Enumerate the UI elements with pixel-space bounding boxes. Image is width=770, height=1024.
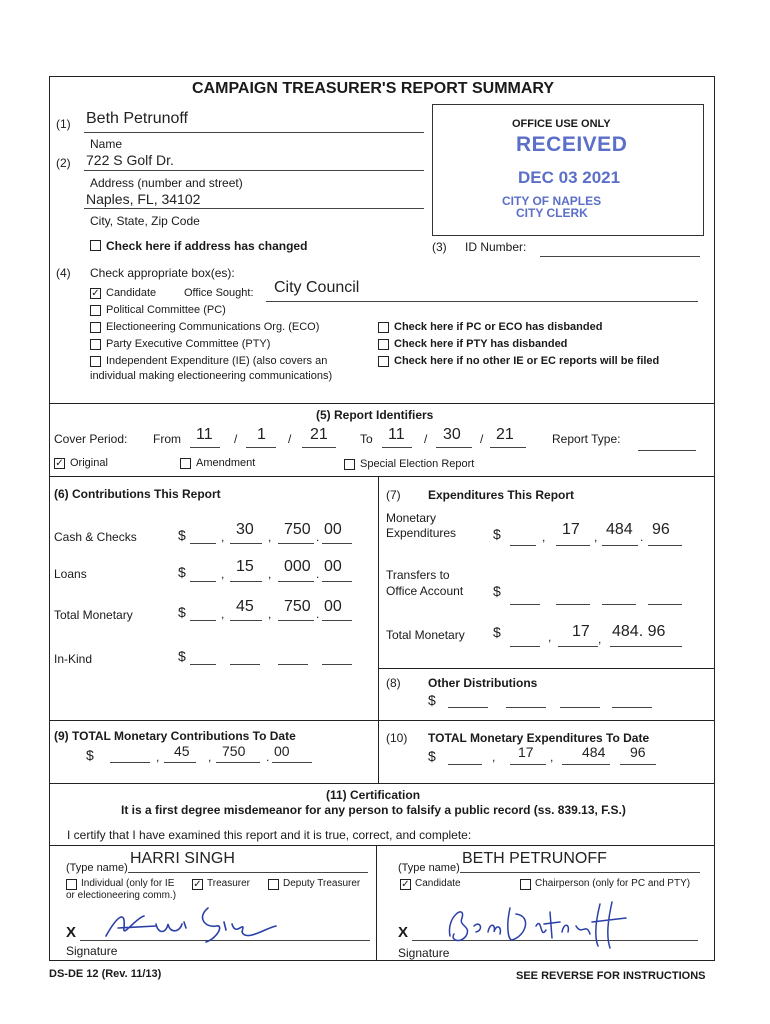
left-type-name-value[interactable]: HARRI SINGH	[130, 850, 235, 867]
section4-label: Check appropriate box(es):	[90, 266, 235, 280]
total-exp-dollar: $	[493, 624, 501, 640]
inkind-dollar: $	[178, 648, 186, 664]
address-line	[84, 170, 424, 171]
monetary-dollar: $	[493, 526, 501, 542]
to-label: To	[360, 432, 373, 446]
divider-section6	[49, 476, 715, 477]
loans-line-3	[278, 581, 314, 582]
total-contrib-line-2	[164, 762, 196, 763]
divider-section11	[49, 783, 715, 784]
total-line-4	[322, 620, 352, 621]
monetary-label-1: Monetary	[386, 511, 437, 525]
original-label: Original	[70, 457, 108, 469]
monetary-label-2: Expenditures	[386, 526, 457, 540]
report-type-field[interactable]	[638, 450, 696, 451]
total-contrib-line-1	[110, 762, 150, 763]
treasurer-label: Treasurer	[207, 878, 250, 889]
total-exp-todate-line-4	[620, 764, 656, 765]
divider-section8	[378, 668, 715, 669]
total-exp-todate-line-2	[510, 764, 546, 765]
candidate-checkbox[interactable]: ✓	[91, 288, 100, 299]
pc-label: Political Committee (PC)	[106, 304, 226, 316]
total-contrib-line-4	[272, 762, 312, 763]
candidate-sign-checkbox[interactable]: ✓	[401, 879, 410, 890]
individual-checkbox[interactable]	[66, 879, 77, 890]
deputy-treasurer-checkbox[interactable]	[268, 879, 279, 890]
deputy-treasurer-label: Deputy Treasurer	[283, 878, 361, 889]
inkind-field-1[interactable]	[190, 664, 216, 665]
total-contrib-comma-1: ,	[156, 750, 160, 764]
received-date-stamp: DEC 03 2021	[518, 168, 621, 187]
monetary-line-2	[556, 545, 590, 546]
cash-line-1	[190, 543, 216, 544]
transfers-dollar: $	[493, 583, 501, 599]
individual-label-1: Individual (only for IE	[81, 878, 175, 889]
disband-pty-checkbox[interactable]	[378, 339, 389, 350]
eco-checkbox[interactable]	[90, 322, 101, 333]
pc-checkbox[interactable]	[90, 305, 101, 316]
section10-title: TOTAL Monetary Expenditures To Date	[428, 731, 650, 745]
total-exp-todate-line-3	[562, 764, 610, 765]
total-dollar: $	[178, 604, 186, 620]
monetary-cents[interactable]: 96	[652, 521, 670, 538]
see-reverse: SEE REVERSE FOR INSTRUCTIONS	[516, 970, 706, 982]
divider-vertical-9-10	[378, 720, 379, 783]
amendment-label: Amendment	[196, 457, 256, 469]
form-title: CAMPAIGN TREASURER'S REPORT SUMMARY	[192, 80, 555, 97]
cash-checks-label: Cash & Checks	[54, 530, 137, 544]
transfers-label-2: Office Account	[386, 584, 464, 598]
from-label: From	[153, 432, 181, 446]
total-comma-1: ,	[221, 607, 225, 621]
address-changed-label: Check here if address has changed	[106, 239, 308, 253]
right-type-name-line	[460, 872, 700, 873]
monetary-comma-2: ,	[594, 530, 598, 544]
section7-title: Expenditures This Report	[428, 488, 575, 502]
to-day-line	[436, 447, 472, 448]
loans-dot: .	[316, 567, 320, 581]
divider-section5	[49, 403, 715, 404]
loans-comma-2: ,	[268, 567, 272, 581]
treasurer-checkbox[interactable]: ✓	[193, 879, 202, 890]
total-contrib-comma-2: ,	[208, 750, 212, 764]
cash-line-2	[230, 543, 262, 544]
disband-pty-label: Check here if PTY has disbanded	[394, 338, 568, 350]
eco-label: Electioneering Communications Org. (ECO)	[106, 321, 320, 333]
total-exp-todate-thousands[interactable]: 17	[518, 744, 534, 760]
name-label: Name	[90, 137, 123, 151]
total-exp-line-3	[610, 646, 682, 647]
cash-thousands[interactable]: 30	[236, 521, 254, 538]
pty-label: Party Executive Committee (PTY)	[106, 338, 271, 350]
transfers-field-4[interactable]	[648, 604, 682, 605]
transfers-field-2[interactable]	[556, 604, 590, 605]
total-contrib-line-3	[216, 762, 260, 763]
to-month-line	[382, 447, 412, 448]
from-month-line	[190, 447, 220, 448]
no-other-reports-checkbox[interactable]	[378, 356, 389, 367]
section4-number: (4)	[56, 266, 71, 280]
in-kind-label: In-Kind	[54, 652, 93, 666]
section2-number: (2)	[56, 156, 71, 170]
city-value[interactable]: Naples, FL, 34102	[86, 191, 201, 207]
transfers-label-1: Transfers to	[386, 568, 450, 582]
chairperson-checkbox[interactable]	[520, 879, 531, 890]
from-slash-1: /	[234, 432, 238, 446]
right-signature-label: Signature	[398, 946, 450, 960]
transfers-field-1[interactable]	[510, 604, 540, 605]
ie-label-line2: individual making electioneering communications)	[90, 370, 333, 382]
other-dist-field-2[interactable]	[506, 707, 546, 708]
cash-line-4	[322, 543, 352, 544]
misdemeanor-warning: It is a first degree misdemeanor for any person to falsify a public record (ss. 839.13, F.S.)	[121, 803, 626, 817]
certify-text: I certify that I have examined this report and it is true, correct, and complete:	[67, 828, 472, 842]
loans-label: Loans	[54, 567, 87, 581]
inkind-field-3[interactable]	[278, 664, 308, 665]
from-month[interactable]: 11	[196, 426, 213, 443]
monetary-hundreds[interactable]: 484	[606, 521, 633, 538]
total-cents[interactable]: 00	[324, 598, 342, 615]
total-line-3	[278, 620, 314, 621]
total-contrib-dollar: $	[86, 747, 94, 763]
inkind-field-2[interactable]	[230, 664, 260, 665]
other-dist-field-3[interactable]	[560, 707, 600, 708]
total-thousands[interactable]: 45	[236, 598, 254, 615]
loans-hundreds[interactable]: 000	[284, 558, 311, 575]
total-contrib-hundreds[interactable]: 750	[222, 743, 246, 759]
monetary-dot: .	[640, 530, 644, 544]
section11-title: (11) Certification	[326, 788, 421, 802]
total-hundreds[interactable]: 750	[284, 598, 311, 615]
to-month[interactable]: 11	[388, 426, 405, 443]
total-expenditures-label: Total Monetary	[386, 628, 465, 642]
section7-number: (7)	[386, 488, 401, 502]
city-label: City, State, Zip Code	[90, 214, 200, 228]
other-dist-dollar: $	[428, 692, 436, 708]
total-exp-thousands[interactable]: 17	[572, 623, 590, 640]
cover-period-label: Cover Period:	[54, 432, 128, 446]
cash-comma-2: ,	[268, 530, 272, 544]
divider-signature-top	[49, 845, 715, 846]
total-exp-line-2	[558, 646, 598, 647]
city-stamp-line1: CITY OF NAPLES	[502, 194, 602, 208]
total-exp-line-1	[510, 646, 540, 647]
from-year[interactable]: 21	[310, 426, 328, 443]
total-exp-comma-1: ,	[548, 630, 552, 644]
from-slash-2: /	[288, 432, 292, 446]
form-id: DS-DE 12 (Rev. 11/13)	[49, 968, 162, 980]
candidate-label: Candidate	[106, 287, 157, 299]
total-contrib-thousands[interactable]: 45	[174, 743, 190, 759]
total-monetary-label: Total Monetary	[54, 608, 133, 622]
monetary-line-1	[510, 545, 536, 546]
other-dist-field-1[interactable]	[448, 707, 488, 708]
pty-checkbox[interactable]	[90, 339, 101, 350]
amendment-checkbox[interactable]	[180, 458, 191, 469]
name-line	[84, 132, 424, 133]
left-type-name-line	[128, 872, 368, 873]
left-signature-x: X	[66, 924, 77, 941]
monetary-comma-1: ,	[542, 530, 546, 544]
loans-comma-1: ,	[221, 567, 225, 581]
total-dot: .	[316, 607, 320, 621]
to-slash-2: /	[480, 432, 484, 446]
chairperson-label: Chairperson (only for PC and PTY)	[535, 878, 691, 889]
candidate-signature	[436, 896, 636, 952]
special-election-checkbox[interactable]	[344, 459, 355, 470]
ie-checkbox[interactable]	[90, 356, 101, 367]
office-use-label: OFFICE USE ONLY	[512, 118, 611, 130]
inkind-field-4[interactable]	[322, 664, 352, 665]
loans-line-2	[230, 581, 262, 582]
loans-line-4	[322, 581, 352, 582]
address-label: Address (number and street)	[90, 176, 243, 190]
disband-pc-eco-checkbox[interactable]	[378, 322, 389, 333]
received-stamp: RECEIVED	[516, 133, 628, 156]
total-line-1	[190, 620, 216, 621]
office-sought-value[interactable]: City Council	[274, 279, 360, 296]
total-contrib-cents[interactable]: 00	[274, 743, 290, 759]
cash-dot: .	[316, 530, 320, 544]
disband-pc-eco-label: Check here if PC or ECO has disbanded	[394, 321, 603, 333]
monetary-thousands[interactable]: 17	[562, 521, 580, 538]
section6-title: (6) Contributions This Report	[54, 487, 221, 501]
divider-signatures	[376, 845, 377, 961]
cash-comma-1: ,	[221, 530, 225, 544]
right-type-name-value[interactable]: BETH PETRUNOFF	[462, 850, 607, 867]
monetary-line-4	[648, 545, 682, 546]
to-year-line	[490, 447, 526, 448]
section5-title: (5) Report Identifiers	[316, 408, 434, 422]
from-day[interactable]: 1	[257, 426, 266, 443]
other-dist-field-4[interactable]	[612, 707, 652, 708]
from-year-line	[302, 447, 336, 448]
to-slash-1: /	[424, 432, 428, 446]
total-exp-todate-comma-2: ,	[550, 750, 554, 764]
transfers-field-3[interactable]	[602, 604, 636, 605]
cash-line-3	[278, 543, 314, 544]
report-type-label: Report Type:	[552, 432, 621, 446]
loans-line-1	[190, 581, 216, 582]
right-type-name-label: (Type name)	[398, 862, 460, 874]
original-checkbox[interactable]: ✓	[55, 458, 64, 469]
total-line-2	[230, 620, 262, 621]
loans-thousands[interactable]: 15	[236, 558, 254, 575]
section8-title: Other Distributions	[428, 676, 538, 690]
individual-label-2: or electioneering comm.)	[66, 890, 177, 901]
divider-section9	[49, 720, 715, 721]
cash-cents[interactable]: 00	[324, 521, 342, 538]
total-exp-todate-comma-1: ,	[492, 750, 496, 764]
city-line	[84, 208, 424, 209]
left-signature-label: Signature	[66, 944, 118, 958]
id-number-label: ID Number:	[465, 240, 527, 254]
cash-dollar: $	[178, 527, 186, 543]
left-type-name-label: (Type name)	[66, 862, 128, 874]
office-sought-line	[266, 301, 698, 302]
to-year[interactable]: 21	[496, 426, 514, 443]
right-signature-x: X	[398, 924, 409, 941]
candidate-sign-label: Candidate	[415, 878, 461, 889]
special-election-label: Special Election Report	[360, 458, 475, 470]
section9-title: (9) TOTAL Monetary Contributions To Date	[54, 729, 296, 743]
city-stamp-line2: CITY CLERK	[516, 206, 588, 220]
id-number-field[interactable]	[540, 256, 700, 257]
total-exp-comma-2: ,	[598, 632, 602, 646]
section8-number: (8)	[386, 676, 401, 690]
ie-label-line1: Independent Expenditure (IE) (also covers an	[106, 355, 328, 367]
total-contrib-dot: .	[266, 750, 270, 764]
address-value[interactable]: 722 S Golf Dr.	[86, 152, 174, 168]
total-comma-2: ,	[268, 607, 272, 621]
to-day[interactable]: 30	[443, 426, 461, 443]
total-exp-hundreds[interactable]: 484. 96	[612, 623, 666, 640]
total-exp-todate-hundreds[interactable]: 484	[582, 744, 606, 760]
cash-hundreds[interactable]: 750	[284, 521, 311, 538]
treasurer-signature	[96, 898, 286, 948]
loans-cents[interactable]: 00	[324, 558, 342, 575]
total-exp-todate-line-1	[448, 764, 482, 765]
divider-vertical-6-7	[378, 476, 379, 720]
section10-number: (10)	[386, 731, 408, 745]
monetary-line-3	[602, 545, 638, 546]
id-number-num: (3)	[432, 240, 447, 254]
address-changed-checkbox[interactable]	[90, 240, 101, 251]
loans-dollar: $	[178, 564, 186, 580]
total-exp-todate-dollar: $	[428, 748, 436, 764]
section1-number: (1)	[56, 117, 71, 131]
name-value[interactable]: Beth Petrunoff	[86, 110, 188, 127]
office-sought-label: Office Sought:	[184, 287, 254, 299]
total-exp-todate-cents[interactable]: 96	[630, 744, 646, 760]
from-day-line	[246, 447, 276, 448]
no-other-reports-label: Check here if no other IE or EC reports will be filed	[394, 355, 660, 367]
